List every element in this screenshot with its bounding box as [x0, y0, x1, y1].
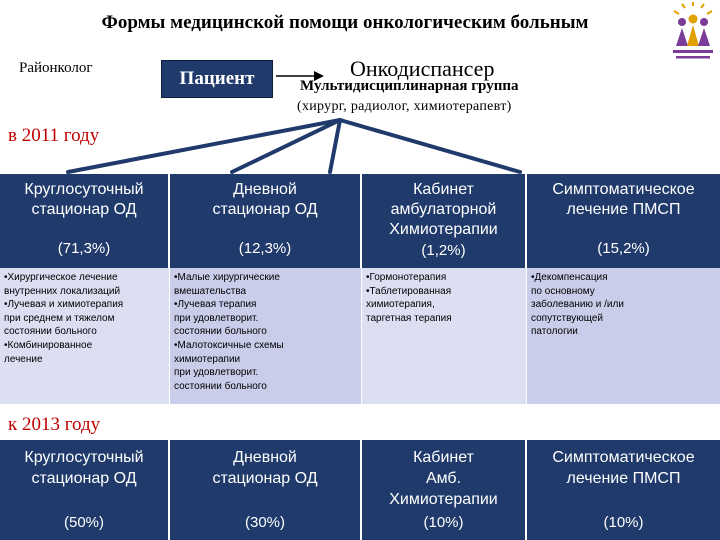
header-name-line1: Кабинет: [413, 181, 474, 198]
header-name-line1: Кабинет: [413, 449, 474, 466]
bullet-line: •Таблетированная: [366, 285, 452, 297]
header-percent: (50%): [63, 514, 104, 531]
bullet-line: •Малотоксичные схемы: [174, 339, 284, 351]
bullet-line: состоянии больного: [174, 326, 267, 338]
bullet-line: •Декомпенсация: [531, 272, 608, 283]
bullet-line: химиотерапии: [174, 353, 241, 365]
bullet-line: лечение: [4, 353, 43, 365]
bullet-line: состоянии больного: [174, 380, 267, 392]
bullet-line: состоянии больного: [4, 326, 97, 338]
bullet-line: при среднем и тяжелом: [4, 312, 115, 324]
header-percent: (30%): [244, 514, 285, 531]
bullet-line: •Лучевая терапия: [174, 299, 257, 311]
header-percent: (1,2%): [421, 242, 466, 259]
header-name-line3: Химиотерапии: [389, 221, 498, 238]
header-name-line3: Химиотерапии: [389, 491, 498, 508]
bullet-line: •Лучевая и химиотерапия: [4, 299, 124, 311]
bullet-line: вмешательства: [174, 285, 247, 297]
header-2013-day-hospital: [170, 440, 362, 540]
bullet-line: таргетная терапия: [366, 312, 452, 324]
header-name-line1: Дневной: [233, 181, 297, 198]
header-2011-chemo-office: [362, 174, 527, 268]
header-percent: (12,3%): [238, 240, 292, 257]
header-name-line1: Круглосуточный: [24, 449, 144, 466]
bullet-line: •Малые хирургические: [174, 272, 280, 283]
header-name-line2: Амб.: [425, 470, 462, 487]
page-title: Формы медицинской помощи онкологическим больным: [101, 12, 589, 33]
connector-line-3: [330, 120, 340, 172]
connector-line-4: [340, 120, 520, 172]
header-name-line1: Симптоматическое: [552, 181, 695, 198]
header-name-line2: лечение ПМСП: [566, 201, 681, 218]
mdt-members-label: (хирург, радиолог, химиотерапевт): [297, 99, 512, 114]
connector-line-1: [68, 120, 340, 172]
patient-box: Пациент: [161, 60, 273, 98]
header-name-line2: стационар ОД: [31, 470, 137, 487]
header-percent: (10%): [423, 514, 464, 531]
bullet-line: при удовлетворит.: [174, 367, 259, 379]
header-percent: (71,3%): [57, 240, 111, 257]
desc-2011-symptomatic: [527, 268, 720, 404]
family-figures-logo-icon: [668, 2, 718, 64]
bullet-line: сопутствующей: [531, 312, 603, 324]
bullet-line: патологии: [531, 326, 578, 338]
bullet-line: внутренних локализаций: [4, 285, 121, 297]
header-2011-day-hospital: [170, 174, 362, 268]
oncology-dispensary-label: Онкодиспансер: [350, 56, 495, 81]
desc-2011-round-the-clock: [0, 268, 170, 404]
header-name-line2: стационар ОД: [31, 201, 137, 218]
header-percent: (15,2%): [597, 240, 650, 257]
header-2013-symptomatic: [527, 440, 720, 540]
header-name-line2: лечение ПМСП: [566, 470, 681, 487]
header-2011-symptomatic: [527, 174, 720, 268]
header-name-line1: Круглосуточный: [24, 181, 144, 198]
header-2011-round-the-clock: [0, 174, 170, 268]
rayon-oncologist-label: Районколог: [19, 60, 93, 76]
bullet-line: •Комбинированное: [4, 339, 93, 351]
header-name-line1: Дневной: [233, 449, 297, 466]
header-name-line1: Симптоматическое: [552, 449, 695, 466]
header-percent: (10%): [603, 514, 644, 531]
header-name-line2: стационар ОД: [212, 201, 318, 218]
desc-2011-chemo-office: [362, 268, 527, 404]
connector-line-2: [232, 120, 340, 172]
bullet-line: при удовлетворит.: [174, 312, 259, 324]
year-2011-label: в 2011 году: [8, 125, 100, 146]
header-name-line2: амбулаторной: [390, 201, 497, 218]
year-2013-label: к 2013 году: [8, 414, 101, 435]
bullet-line: •Гормонотерапия: [366, 272, 447, 283]
mdt-group-label: Мультидисциплинарная группа: [300, 78, 519, 94]
bullet-line: заболеванию и /или: [531, 299, 624, 311]
header-2013-round-the-clock: [0, 440, 170, 540]
bullet-line: •Хирургическое лечение: [4, 272, 118, 283]
bullet-line: по основному: [531, 285, 595, 297]
header-2013-chemo-office: [362, 440, 527, 540]
header-name-line2: стационар ОД: [212, 470, 318, 487]
desc-2011-day-hospital: [170, 268, 362, 404]
bullet-line: химиотерапия,: [366, 299, 435, 311]
